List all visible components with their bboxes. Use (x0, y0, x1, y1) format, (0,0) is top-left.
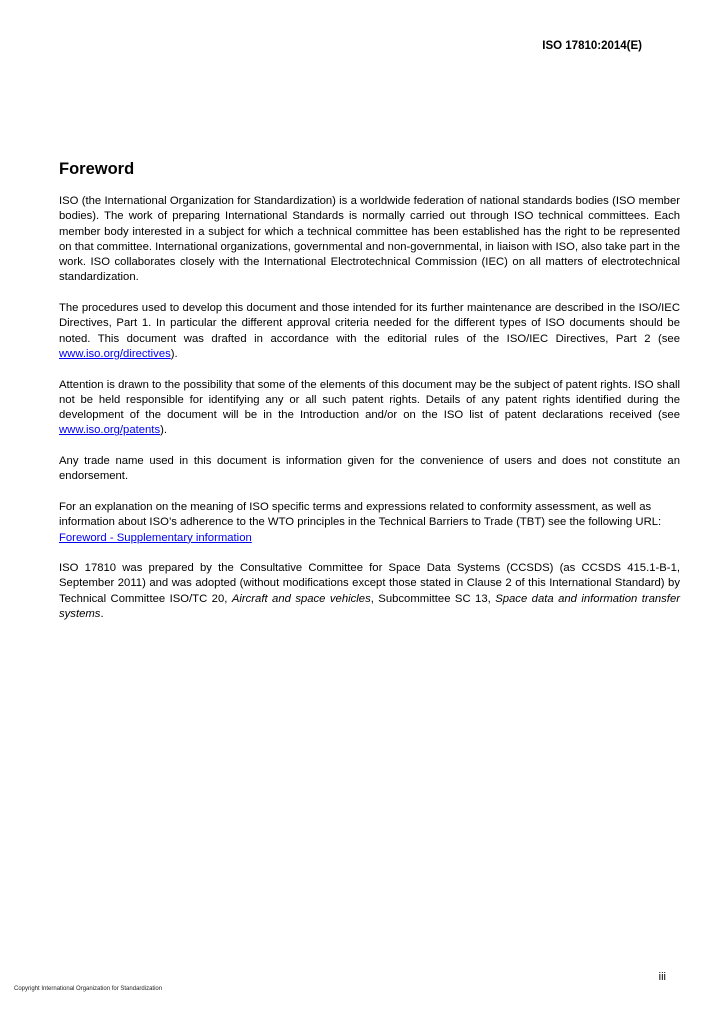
paragraph-preparation-text-1: ISO 17810 was prepared by the Consultative Committee for Space Data Systems (CCSDS) (as CCSDS 415.1-B-1, September 2011) and was adopted (without modifications except those stated in Clause 2 of this International Standard) by Technical Committee ISO/TC 20, (59, 562, 680, 605)
paragraph-preparation (59, 561, 680, 622)
document-id: ISO 17810:2014(E) (542, 40, 642, 52)
committee-name: Aircraft and space vehicles (231, 592, 371, 605)
paragraph-patents (59, 378, 680, 439)
foreword-body (59, 194, 680, 638)
paragraph-patents-text: Attention is drawn to the possibility that some of the elements of this document may be the subject of patent rights. ISO shall not be held responsible for identifying any or all such patent rights. Details of any patent rights identified during the development of the document will be in the Introduction and/or on the ISO list of patent declarations received (see (59, 378, 680, 422)
paragraph-conformity-text: For an explanation on the meaning of ISO specific terms and expressions related to conformity assessment, as well as information about ISO’s adherence to the WTO principles in the Technical Barriers to Trade (TBT) see the following URL: (59, 500, 662, 529)
paragraph-trade-name: Any trade name used in this document is information given for the convenience of users and does not constitute an endorsement. (59, 455, 680, 483)
paragraph-preparation-text-2: , Subcommittee SC 13, (370, 592, 496, 605)
supplementary-info-link[interactable]: Foreword - Supplementary information (59, 531, 252, 544)
paragraph-conformity (59, 500, 680, 546)
directives-link[interactable]: www.iso.org/directives (59, 347, 171, 360)
paragraph-preparation-end: . (100, 608, 104, 621)
paragraph-procedures (59, 301, 680, 362)
paragraph-procedures-text: The procedures used to develop this document and those intended for its further maintenance are described in the ISO/IEC Directives, Part 1. In particular the different approval criteria needed for the different types of ISO documents should be noted. This document was drafted in accordance with the editorial rules of the ISO/IEC Directives, Part 2 (see (59, 302, 680, 345)
page-number: iii (658, 971, 666, 983)
paragraph-procedures-end: ). (170, 347, 178, 360)
subcommittee-name: Space data and information transfer systems (59, 592, 680, 621)
paragraph-iso-intro: ISO (the International Organization for Standardization) is a worldwide federation of national standards bodies (ISO member bodies). The work of preparing International Standards is normally carried out through ISO technical committees. Each member body interested in a subject for which a technical committee has been established has the right to be represented on that committee. International organizations, governmental and non-governmental, in liaison with ISO, also take part in the work. ISO collaborates closely with the International Electrotechnical Commission (IEC) on all matters of electrotechnical standardization. (59, 195, 680, 284)
patents-link[interactable]: www.iso.org/patents (59, 424, 161, 437)
paragraph-patents-end: ). (160, 424, 167, 437)
copyright-notice: Copyright International Organization for Standardization (14, 986, 163, 992)
page-title: Foreword (59, 160, 135, 178)
